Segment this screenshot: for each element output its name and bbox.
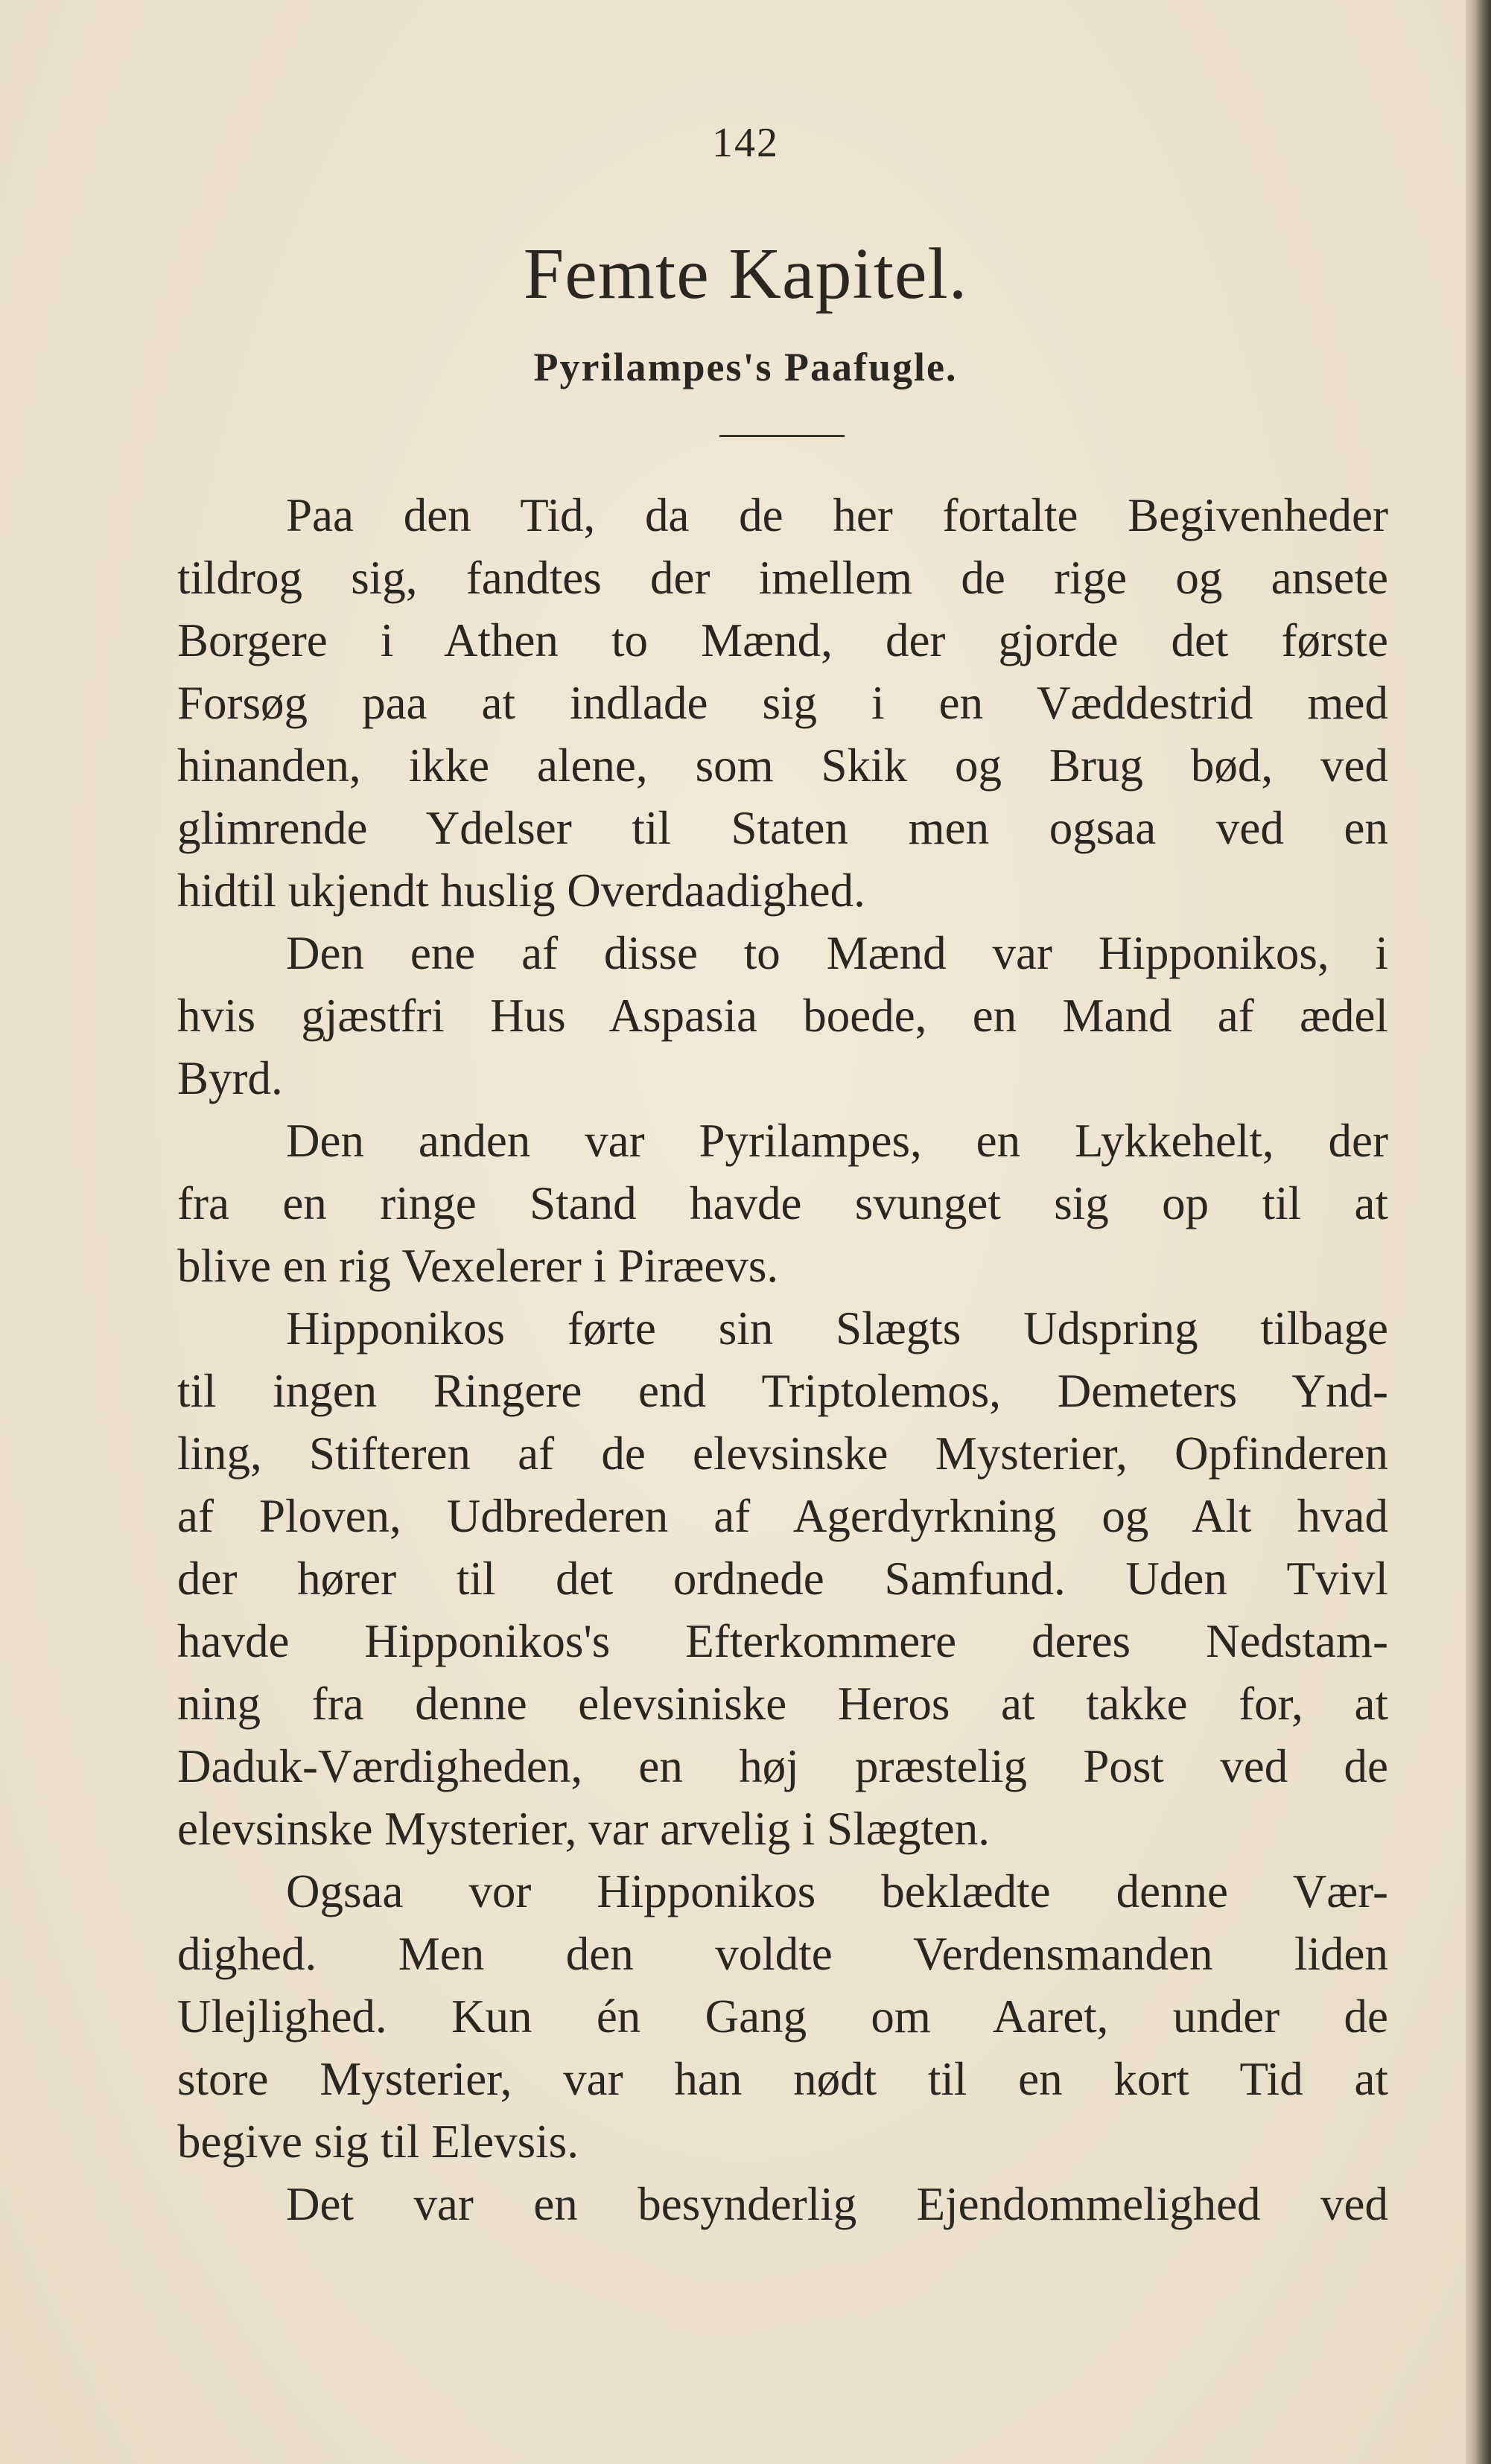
text-line: Den anden var Pyrilampes, en Lykkehelt, der [286,1115,1388,1167]
text-line: Ulejlighed. Kun én Gang om Aaret, under de [177,1990,1388,2043]
text-line: tildrog sig, fandtes der imellem de rige og ansete [177,552,1388,604]
text-line: der hører til det ordnede Samfund. Uden Tvivl [177,1553,1388,1605]
page-number: 142 [712,120,779,166]
text-line: dighed. Men den voldte Verdensmanden liden [177,1928,1388,1980]
text-line: til ingen Ringere end Triptolemos, Demeters Ynd- [177,1365,1388,1417]
text-line: Hipponikos førte sin Slægts Udspring tilbage [286,1302,1388,1354]
text-line: blive en rig Vexelerer i Piræevs. [177,1240,779,1292]
text-line: store Mysterier, var han nødt til en kort Tid at [177,2053,1388,2105]
text-line: ning fra denne elevsiniske Heros at takke for, at [177,1678,1388,1730]
text-line: elevsinske Mysterier, var arvelig i Slægten. [177,1803,990,1855]
text-line: fra en ringe Stand havde svunget sig op til at [177,1177,1388,1229]
text-line: ling, Stifteren af de elevsinske Mysterier, Opfinderen [177,1427,1388,1480]
text-line: Den ene af disse to Mænd var Hipponikos, i [286,927,1388,979]
text-line: hidtil ukjendt huslig Overdaadighed. [177,865,865,917]
text-line: Ogsaa vor Hipponikos beklædte denne Vær- [286,1865,1388,1917]
text-line: Paa den Tid, da de her fortalte Begivenheder [286,489,1388,541]
text-line: begive sig til Elevsis. [177,2116,579,2168]
text-line: havde Hipponikos's Efterkommere deres Nedstam- [177,1615,1388,1667]
text-line: Det var en besynderlig Ejendommelighed ved [286,2178,1388,2230]
text-line: glimrende Ydelser til Staten men ogsaa ved en [177,802,1388,854]
section-divider [719,435,845,437]
text-line: hvis gjæstfri Hus Aspasia boede, en Mand af ædel [177,990,1388,1042]
text-line: hinanden, ikke alene, som Skik og Brug bød, ved [177,739,1388,792]
chapter-subtitle: Pyrilampes's Paafugle. [533,345,958,389]
text-line: Daduk-Værdigheden, en høj præstelig Post ved de [177,1740,1388,1792]
text-line: af Ploven, Udbrederen af Agerdyrkning og Alt hvad [177,1490,1388,1542]
text-line: Forsøg paa at indlade sig i en Væddestrid med [177,677,1388,729]
chapter-title: Femte Kapitel. [523,234,968,314]
body-text [177,484,1388,2235]
text-line: Byrd. [177,1052,283,1104]
text-line: Borgere i Athen to Mænd, der gjorde det første [177,614,1388,666]
